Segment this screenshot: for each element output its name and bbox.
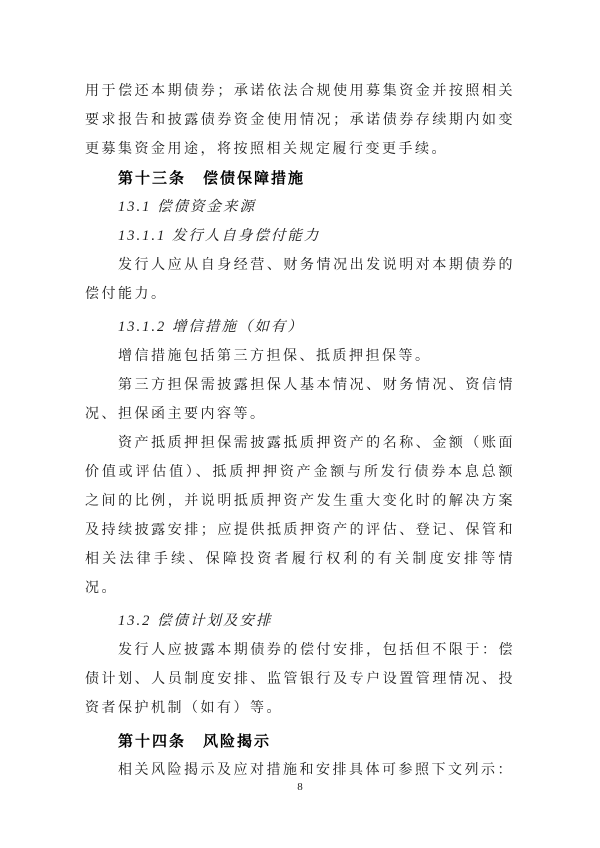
paragraph: 发行人应披露本期债券的偿付安排，包括但不限于：偿债计划、人员制度安排、监管银行及专户设置管理情况、投资者保护机制（如有）等。 <box>85 643 515 716</box>
paragraph: 增信措施包括第三方担保、抵质押担保等。 <box>118 349 432 364</box>
paragraph: 相关风险揭示及应对措施和安排具体可参照下文列示： <box>118 763 514 778</box>
paragraph: 发行人应从自身经营、财务情况出发说明对本期债券的偿付能力。 <box>85 258 515 302</box>
subsection-heading-13-1: 13.1 偿债资金来源 <box>118 199 256 215</box>
page-number: 8 <box>297 781 303 793</box>
section-heading-article-14: 第十四条 风险揭示 <box>118 733 272 750</box>
paragraph-continuation: 用于偿还本期债券；承诺依法合规使用募集资金并按照相关要求报告和披露债券资金使用情况；承诺债券存续期内如变更募集资金用途，将按照相关规定履行变更手续。 <box>85 84 515 157</box>
paragraph: 资产抵质押担保需披露抵质押资产的名称、金额（账面价值或评估值）、抵质押押资产金额与所发行债券本息总额之间的比例，并说明抵质押资产发生重大变化时的解决方案及持续披露安排；应提供抵质押资产的评估、登记、保管和相关法律手续、保障投资者履行权利的有关制度安排等情况。 <box>85 436 515 596</box>
paragraph: 第三方担保需披露担保人基本情况、财务情况、资信情况、担保函主要内容等。 <box>85 378 515 422</box>
section-heading-article-13: 第十三条 偿债保障措施 <box>118 170 306 187</box>
subsection-heading-13-1-2: 13.1.2 增信措施（如有） <box>118 319 304 335</box>
subsection-heading-13-1-1: 13.1.1 发行人自身偿付能力 <box>118 228 321 244</box>
document-content <box>85 77 515 785</box>
subsection-heading-13-2: 13.2 偿债计划及安排 <box>118 613 273 629</box>
